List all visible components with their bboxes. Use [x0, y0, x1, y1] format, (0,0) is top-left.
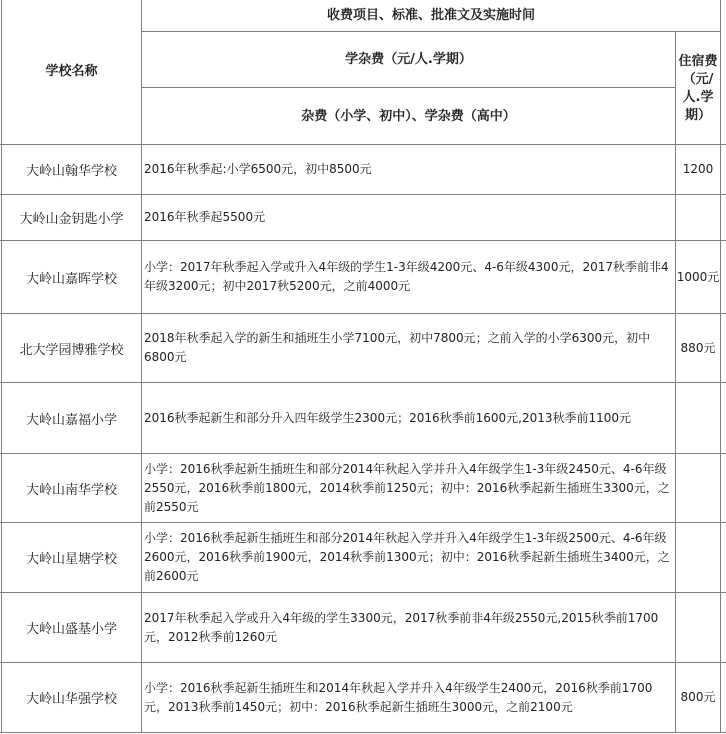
- table-row: [0, 593, 726, 663]
- row-extra-cell: [721, 314, 726, 383]
- table-row: [0, 314, 726, 383]
- misc-fee-cell: 小学：2017年秋季起入学或升入4年级的学生1-3年级4200元、4-6年级4300元，2017秋季前非4年级3200元；初中2017秋5200元，之前4000元: [142, 241, 676, 314]
- misc-fee-cell: 2017年秋季起入学或升入4年级的学生3300元，2017秋季前非4年级2550元,2015秋季前1700元，2012秋季前1260元: [142, 593, 676, 663]
- table-row: [0, 241, 726, 314]
- school-name-cell: 大岭山南华学校: [2, 454, 142, 523]
- school-name-cell: 大岭山翰华学校: [2, 145, 142, 195]
- misc-fee-cell: 2016年秋季起:小学6500元，初中8500元: [142, 145, 676, 195]
- school-name-cell: 大岭山盛基小学: [2, 593, 142, 663]
- row-extra-cell: [721, 523, 726, 593]
- boarding-fee-cell: [676, 523, 721, 593]
- row-extra-cell: [721, 454, 726, 523]
- misc-fee-cell: 小学：2016秋季起新生插班生和部分2014年秋起入学并升入4年级学生1-3年级2450元、4-6年级2550元，2016秋季前1800元，2014秋季前1250元；初中：2016秋季起新生插班生3300元，之前2550元: [142, 454, 676, 523]
- table-row: [0, 454, 726, 523]
- table-row: [0, 383, 726, 454]
- school-name-cell: 北大学园博雅学校: [2, 314, 142, 383]
- school-name-header: 学校名称: [2, 0, 142, 145]
- boarding-fee-cell: 1200: [676, 145, 721, 195]
- school-name-cell: 大岭山嘉晖学校: [2, 241, 142, 314]
- misc-fee-cell: 小学：2016秋季起新生插班生和2014年秋起入学并升入4年级学生2400元，2016秋季前1700元，2013秋季前1450元；初中：2016秋季起新生插班生3000元，之前2100元: [142, 663, 676, 733]
- header-row-1: [0, 0, 726, 32]
- misc-fee-cell: 2016年秋季起5500元: [142, 195, 676, 241]
- row-extra-cell: [721, 663, 726, 733]
- table-row: [0, 663, 726, 733]
- row-extra-cell: [721, 145, 726, 195]
- misc-fee-cell: 2016秋季起新生和部分升入四年级学生2300元；2016秋季前1600元,2013秋季前1100元: [142, 383, 676, 454]
- table-row: [0, 195, 726, 241]
- misc-fee-cell: 2018年秋季起入学的新生和插班生小学7100元，初中7800元；之前入学的小学6300元，初中6800元: [142, 314, 676, 383]
- fee-items-header: 收费项目、标准、批准文及实施时间: [142, 0, 721, 32]
- boarding-fee-header: 住宿费（元/人.学期）: [676, 32, 721, 145]
- misc-fee-subheader: 杂费（小学、初中）、学杂费（高中）: [142, 88, 676, 145]
- boarding-fee-cell: [676, 195, 721, 241]
- boarding-fee-cell: [676, 454, 721, 523]
- boarding-fee-cell: 880元: [676, 314, 721, 383]
- boarding-fee-cell: 800元: [676, 663, 721, 733]
- boarding-fee-cell: [676, 383, 721, 454]
- boarding-fee-cell: [676, 593, 721, 663]
- row-extra-cell: [721, 593, 726, 663]
- row-extra-cell: [721, 383, 726, 454]
- extra-header-cell: [721, 0, 726, 145]
- school-name-cell: 大岭山星塘学校: [2, 523, 142, 593]
- school-name-cell: 大岭山华强学校: [2, 663, 142, 733]
- school-name-cell: 大岭山金钥匙小学: [2, 195, 142, 241]
- row-extra-cell: [721, 195, 726, 241]
- school-name-cell: 大岭山嘉福小学: [2, 383, 142, 454]
- misc-fee-cell: 小学：2016秋季起新生插班生和部分2014年秋起入学并升入4年级学生1-3年级2500元、4-6年级2600元，2016秋季前1900元，2014秋季前1300元；初中：2016秋季起新生插班生3400元，之前2600元: [142, 523, 676, 593]
- table-row: [0, 523, 726, 593]
- row-extra-cell: [721, 241, 726, 314]
- table-row: [0, 145, 726, 195]
- boarding-fee-cell: 1000元: [676, 241, 721, 314]
- misc-fee-header: 学杂费（元/人.学期）: [142, 32, 676, 88]
